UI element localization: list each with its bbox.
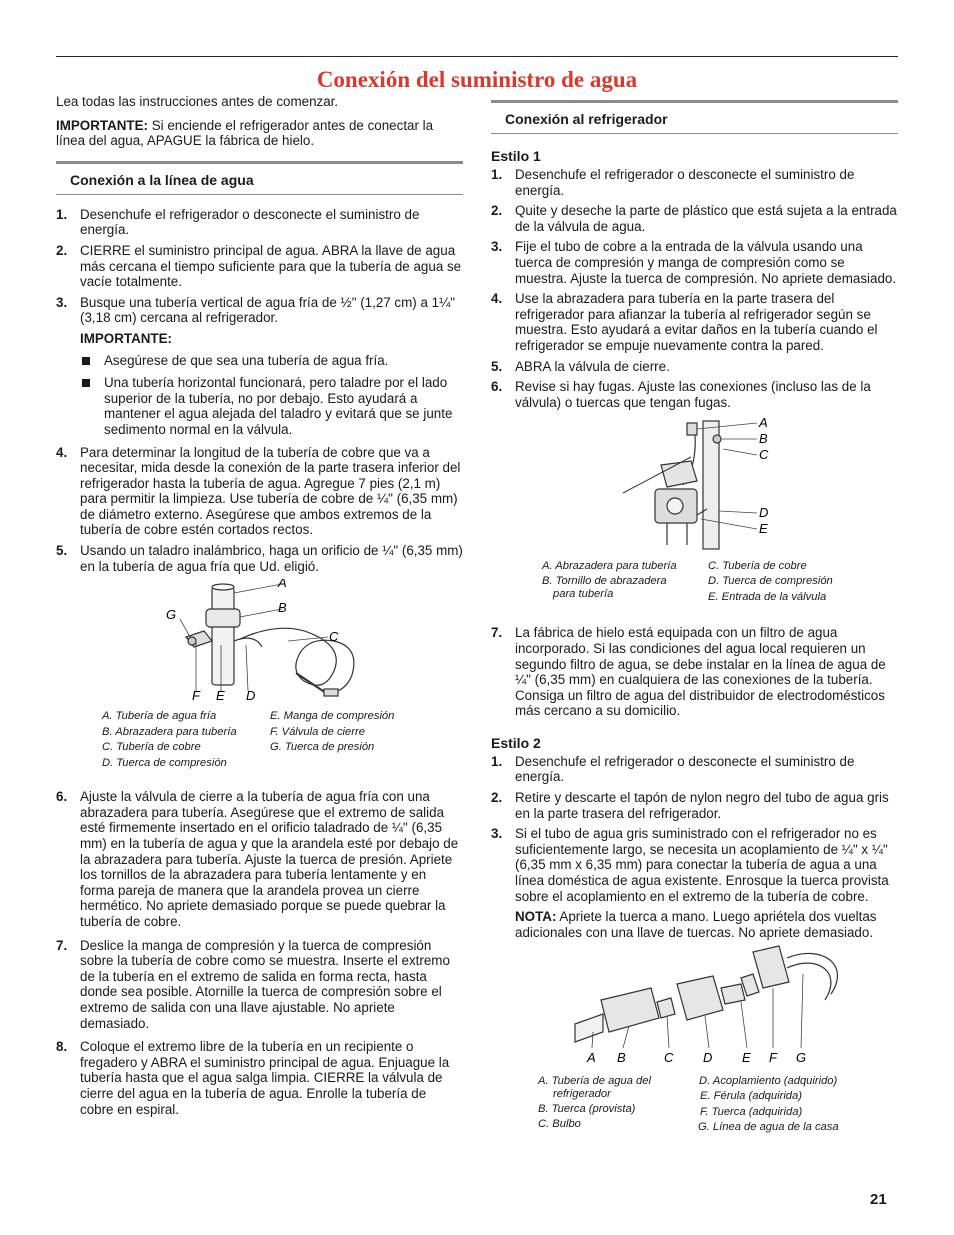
page-title: Conexión del suministro de agua [316, 67, 638, 92]
figure-caption [56, 709, 463, 775]
step-text: Si el tubo de agua gris suministrado con el refrigerador no es suficientemente largo, se necesita un acoplamiento de ¼" x ¼" (6,35 mm x 6,35 mm) para conectar la tubería de agua a una línea doméstica de agua existente. Enrosque la tuerca provista sobre el acoplamiento en el extremo de la tubería de cobre. [515, 826, 889, 904]
list-item [491, 625, 898, 719]
figure-shutoff-valve [56, 579, 463, 707]
intro-text: Lea todas las instrucciones antes de comenzar. [56, 94, 339, 109]
step-text: CIERRE el suministro principal de agua. ABRA la llave de agua más cercana el tiempo suficiente para que la tubería de agua se vacíe totalmente. [80, 242, 462, 290]
step-text: Revise si hay fugas. Ajuste las conexiones (incluso las de la válvula) o tuercas que tengan fugas. [515, 379, 871, 410]
style1-title: Estilo 1 [491, 148, 541, 164]
step-text: Retire y descarte el tapón de nylon negro del tubo de agua gris en la parte trasera del refrigerador. [515, 790, 889, 821]
step-number: 2. [491, 203, 503, 219]
fig2-label-g: G [796, 1050, 807, 1066]
list-item [491, 167, 898, 198]
cold-water-pipe-shape [212, 587, 234, 685]
list-item [491, 826, 898, 904]
list-item [56, 445, 463, 539]
valve-inlet-diagram [491, 415, 898, 555]
caption-item: D. Tuerca de compresión [102, 757, 227, 770]
caption-item: A. Abrazadera para tubería [542, 560, 677, 573]
step-number: 6. [491, 379, 503, 395]
caption-item: E. Entrada de la válvula [708, 591, 827, 604]
fig2-label-c: C [664, 1050, 674, 1066]
list-item [491, 203, 898, 234]
caption-item: C. Tubería de cobre [708, 560, 807, 573]
shutoff-valve-diagram [56, 579, 463, 707]
step-text: Usando un taladro inalámbrico, haga un orificio de ¼" (6,35 mm) en la tubería de agua fría que Ud. eligió. [80, 543, 463, 574]
fig-label-a: A [278, 579, 287, 591]
step-7 [491, 625, 898, 719]
step-text: Coloque el extremo libre de la tubería en un recipiente o fregadero y ABRA el suministro principal de agua. Enjuague la tubería hasta que el agua salga limpia. CIERRE la válvula de cierre del agua en la tubería de agua. Enrolle la tubería de cobre en espiral. [80, 1039, 450, 1117]
style2-title: Estilo 2 [491, 734, 541, 751]
step-text: Fije el tubo de cobre a la entrada de la válvula usando una tuerca de compresión y manga de compresión como se muestra. Ajuste la tuerca de compresión. No apriete demasiado. [515, 239, 897, 286]
step-text: Deslice la manga de compresión y la tuerca de compresión sobre la tubería de cobre como se muestra. Inserte el extremo de la tubería en el extremo de salida en forma recta, hasta donde sea posible. Atornille la tuerca de compresión sobre el extremo de salida con una llave ajustable. No apriete demasiado. [80, 937, 450, 1031]
list-item [56, 543, 463, 574]
step-number: 6. [56, 789, 68, 805]
caption-item: para tubería [553, 588, 614, 601]
style2-steps [491, 754, 898, 904]
caption-item: D. Tuerca de compresión [708, 575, 833, 588]
step-number: 3. [491, 826, 503, 842]
figure-valve-inlet [491, 415, 898, 555]
step-number: 1. [491, 753, 503, 769]
section-refrigerator: Conexión al refrigerador [491, 100, 898, 134]
caption-item: B. Tuerca (provista) [538, 1103, 636, 1116]
figure1-caption [491, 559, 898, 609]
list-item [491, 379, 898, 410]
bullet-text: Asegúrese de que sea una tubería de agua fría. [104, 352, 389, 368]
list-item [80, 353, 463, 369]
caption-item: F. Tuerca (adquirida) [700, 1106, 803, 1119]
fig1-label-c: C [759, 447, 769, 463]
caption-item: refrigerador [553, 1088, 611, 1101]
fig-label-g: G [166, 607, 177, 623]
step-text: Quite y deseche la parte de plástico que está sujeta a la entrada de la válvula de agua. [515, 203, 897, 234]
caption-item: F. Válvula de cierre [270, 726, 365, 739]
bullet-square-icon [82, 357, 90, 365]
steps-c [56, 789, 463, 1117]
caption-item: A. Tubería de agua fría [102, 710, 217, 723]
list-item [491, 359, 898, 375]
step-text: Use la abrazadera para tubería en la parte trasera del refrigerador para afianzar la tubería al refrigerador según se muestra. Esto ayudará a evitar daños en la tubería cuando el refrigerador se empuje nuevamente contra la pared. [515, 291, 878, 353]
section-water-line: Conexión a la línea de agua [56, 161, 463, 195]
fig-label-e: E [216, 688, 225, 704]
list-item [56, 1039, 463, 1117]
step-number: 8. [56, 1039, 68, 1055]
list-item [56, 789, 463, 929]
step-number: 3. [491, 239, 503, 255]
note-label: NOTA: [515, 909, 557, 925]
bullet-square-icon [82, 379, 90, 387]
caption-item: B. Abrazadera para tubería [102, 726, 237, 739]
caption-item: D. Acoplamiento (adquirido) [699, 1075, 838, 1088]
step-number: 5. [56, 543, 68, 559]
list-item [56, 207, 463, 238]
list-item [56, 243, 463, 290]
caption-item: B. Tornillo de abrazadera [542, 575, 667, 588]
step-number: 7. [56, 937, 68, 953]
list-item [56, 295, 463, 326]
step-number: 1. [491, 167, 503, 182]
fig-label-d: D [246, 688, 256, 704]
important-label: IMPORTANTE: [56, 117, 148, 133]
caption-item: C. Tubería de cobre [102, 741, 201, 754]
step-text: Desenchufe el refrigerador o desconecte el suministro de energía. [515, 167, 855, 198]
fig1-label-d: D [759, 505, 769, 521]
step-number: 5. [491, 358, 503, 374]
list-item [80, 375, 463, 437]
pipe-clamp-shape [206, 609, 240, 627]
step-text: La fábrica de hielo está equipada con un filtro de agua incorporado. Si las condiciones del agua local requieren un segundo filtro de agua, se debe instalar en la línea de agua de ¼" (6,35 mm) en cualquiera de las conexiones de la tubería. Consiga un filtro de agua del distribuidor de electrodomésticos más cercano a su domicilio. [515, 625, 886, 719]
coupling-diagram [491, 944, 898, 1070]
important-sublabel: IMPORTANTE: [80, 330, 172, 346]
fig2-label-b: B [617, 1050, 626, 1066]
important-note [56, 118, 463, 149]
step-text: Para determinar la longitud de la tubería de cobre que va a necesitar, mida desde la conexión de la parte trasera inferior del refrigerador hasta la tubería de agua. Agregue 7 pies (2,1 m) para permitir la limpieza. Use tubería de cobre de ¼" (6,35 mm) de diámetro externo. Asegúrese que ambos extremos de la tubería de cobre estén cortados rectos. [80, 444, 461, 538]
fig1-label-a: A [759, 415, 768, 431]
step-number: 2. [491, 790, 503, 806]
page-number: 21 [870, 1191, 887, 1208]
step-number: 3. [56, 294, 68, 310]
list-item [491, 239, 898, 286]
caption-item: C. Bulbo [538, 1118, 581, 1131]
right-column [491, 100, 898, 1136]
step-text: Busque una tubería vertical de agua fría de ½" (1,27 cm) a 1¼" (3,18 cm) cercana al refrigerador. [80, 294, 455, 326]
note [491, 909, 898, 940]
fig-label-b: B [278, 600, 287, 616]
bullet-text: Una tubería horizontal funcionará, pero taladre por el lado superior de la tubería, no por debajo. Esto ayudará a mantener el agua alejada del taladro y evitará que se junte sedimento normal en la válvula. [104, 375, 453, 437]
caption-item: G. Línea de agua de la casa [698, 1121, 839, 1134]
important-text: Si enciende el refrigerador antes de conectar la línea del agua, APAGUE la fábrica de hielo. [56, 117, 434, 149]
important-bullets [80, 353, 463, 438]
figure-coupling [491, 944, 898, 1070]
caption-item: E. Férula (adquirida) [700, 1090, 802, 1103]
caption-item: G. Tuerca de presión [270, 741, 375, 754]
step-text: ABRA la válvula de cierre. [515, 358, 670, 374]
list-item [491, 291, 898, 353]
step-number: 2. [56, 242, 68, 258]
figure2-caption [491, 1074, 898, 1136]
fig-label-f: F [192, 688, 200, 704]
step-number: 4. [491, 291, 503, 307]
steps-b [56, 445, 463, 575]
fig2-label-a: A [587, 1050, 596, 1066]
fig2-label-e: E [742, 1050, 751, 1066]
list-item [491, 790, 898, 821]
note-text: Apriete la tuerca a mano. Luego apriétela dos vueltas adicionales con una llave de tuercas. No apriete demasiado. [515, 909, 877, 940]
step-text: Ajuste la válvula de cierre a la tubería de agua fría con una abrazadera para tubería. Asegúrese que el extremo de salida esté firmemente insertado en el orificio taladrado de ¼" (6,35 mm) en la tubería de agua y que la arandela esté por debajo de la abrazadera para tubería. Ajuste la tuerca de presión. Apriete los tornillos de la abrazadera para tubería lentamente y en forma pareja de manera que la arandela provea un cierre hermético. No apriete demasiado porque se puede quebrar la tubería de cobre. [80, 789, 459, 929]
left-column [56, 94, 463, 1122]
list-item [56, 938, 463, 1032]
steps-a [56, 207, 463, 326]
fig2-label-f: F [769, 1050, 777, 1066]
fig2-label-d: D [703, 1050, 713, 1066]
top-rule [56, 56, 898, 57]
step-text: Desenchufe el refrigerador o desconecte el suministro de energía. [80, 206, 420, 238]
list-item [491, 754, 898, 785]
step-number: 1. [56, 206, 68, 222]
caption-item: A. Tubería de agua del [538, 1075, 651, 1088]
step-number: 7. [491, 625, 503, 641]
fig-label-c: C [329, 629, 339, 645]
style1-steps [491, 167, 898, 410]
caption-item: E. Manga de compresión [270, 710, 395, 723]
step-text: Desenchufe el refrigerador o desconecte el suministro de energía. [515, 753, 855, 785]
fig1-label-e: E [759, 521, 768, 537]
fig1-label-b: B [759, 431, 768, 447]
step-number: 4. [56, 444, 68, 460]
